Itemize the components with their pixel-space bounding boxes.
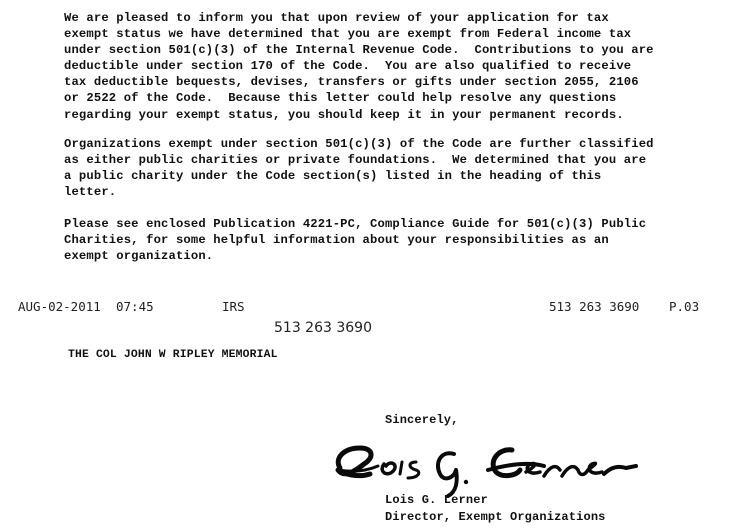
paragraph-line: We are pleased to inform you that upon review of your application for tax <box>64 11 609 25</box>
handwritten-signature <box>330 436 642 498</box>
fax-phone-number: 513 263 3690 <box>549 299 640 314</box>
paragraph-line: Please see enclosed Publication 4221-PC, Compliance Guide for 501(c)(3) Public <box>64 217 647 231</box>
paragraph-public-charity <box>64 136 654 200</box>
fax-date: AUG-02-2011 <box>18 299 101 314</box>
signer-title: Director, Exempt Organizations <box>385 510 606 524</box>
fax-page-number: P.03 <box>669 299 700 314</box>
paragraph-line: or 2522 of the Code. Because this letter could help resolve any questions <box>64 91 617 106</box>
paragraph-line: regarding your exempt status, you should keep it in your permanent records. <box>64 107 624 122</box>
fax-time: 07:45 <box>116 299 154 314</box>
paragraph-line: Organizations exempt under section 501(c)(3) of the Code are further classified <box>64 137 654 151</box>
letter-closing: Sincerely, <box>385 413 459 427</box>
paragraph-line: as either public charities or private foundations. We determined that you are <box>64 153 647 168</box>
paragraph-line: a public charity under the Code section(s) listed in the heading of this <box>64 169 602 184</box>
signer-name: Lois G. Lerner <box>385 493 488 507</box>
paragraph-exemption-determination <box>64 10 654 123</box>
paragraph-line: deductible under section 170 of the Code. You are also qualified to receive <box>64 59 632 74</box>
fax-phone-secondary: 513 263 3690 <box>274 320 372 336</box>
paragraph-line: under section 501(c)(3) of the Internal Revenue Code. Contributions to you are <box>64 43 654 58</box>
paragraph-publication-reference <box>64 216 646 264</box>
paragraph-line: exempt status we have determined that you are exempt from Federal income tax <box>64 27 632 42</box>
paragraph-line: exempt organization. <box>64 249 214 264</box>
organization-name: THE COL JOHN W RIPLEY MEMORIAL <box>68 349 278 361</box>
paragraph-line: Charities, for some helpful information about your responsibilities as an <box>64 233 609 248</box>
fax-sender: IRS <box>222 299 245 314</box>
paragraph-line: tax deductible bequests, devises, transfers or gifts under section 2055, 2106 <box>64 75 639 90</box>
paragraph-line: letter. <box>64 185 117 200</box>
